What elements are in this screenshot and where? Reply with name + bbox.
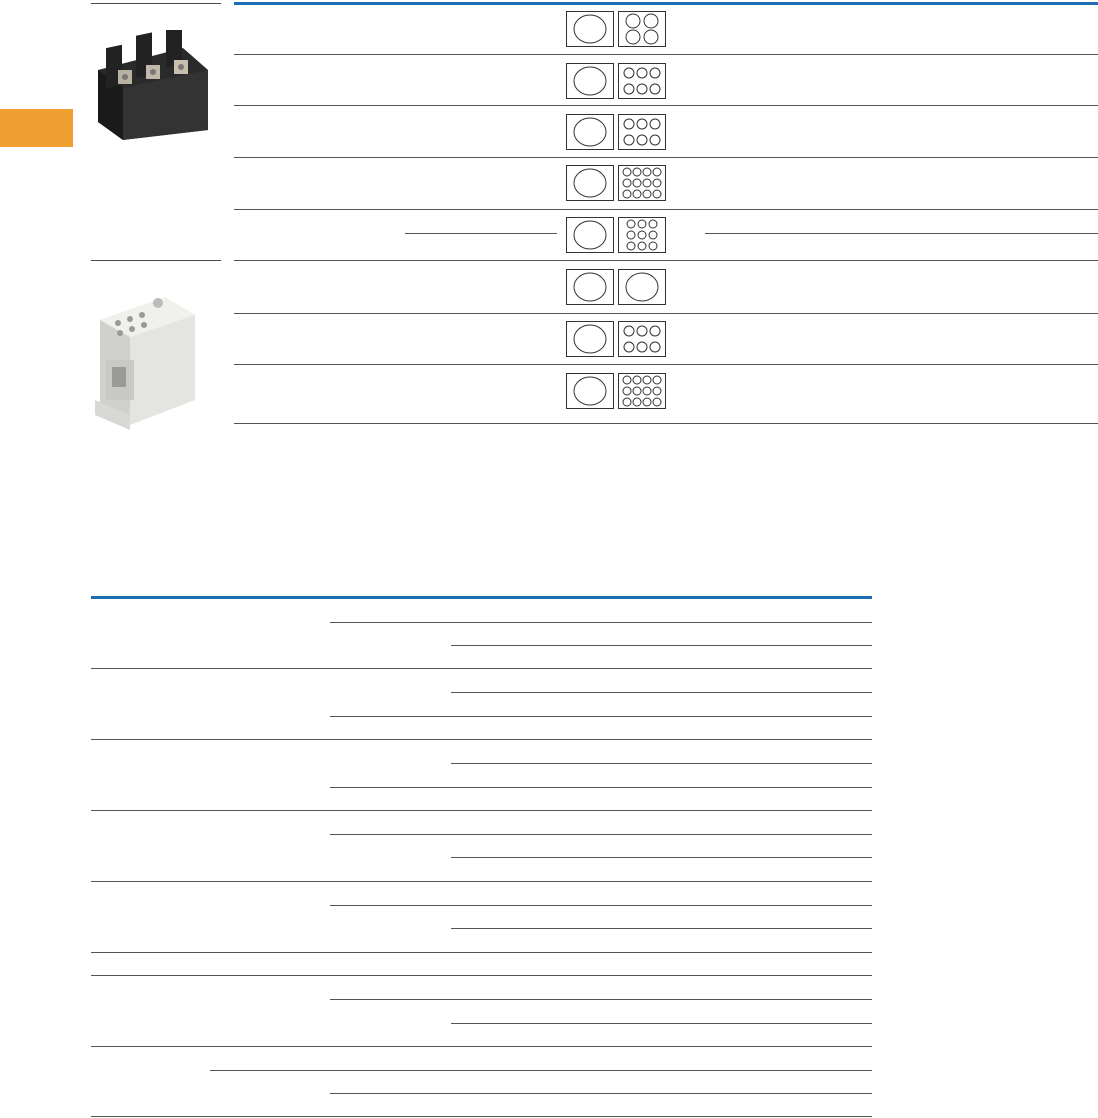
gray-distribution-block-image bbox=[90, 285, 205, 430]
tap-connector-3x2-icon bbox=[618, 321, 666, 357]
table-subrow-line bbox=[330, 834, 872, 835]
table-subrow-line bbox=[330, 716, 872, 717]
main-connector-icon bbox=[566, 217, 614, 253]
table-top-rule bbox=[234, 2, 1098, 5]
tap-connector-single-icon bbox=[618, 269, 666, 305]
main-connector-icon bbox=[566, 114, 614, 150]
table-subrow-line bbox=[330, 905, 872, 906]
tap-connector-3x3-icon bbox=[618, 217, 666, 253]
table-row bbox=[234, 260, 1098, 261]
table-subrow-line bbox=[451, 645, 872, 646]
section-tab bbox=[0, 109, 73, 147]
table-row bbox=[91, 668, 872, 669]
table-subrow-line bbox=[451, 1023, 872, 1024]
table-subrow-line bbox=[705, 233, 1098, 234]
main-connector-icon bbox=[566, 165, 614, 201]
image-column-divider bbox=[91, 260, 221, 261]
table-subrow-line bbox=[330, 1093, 872, 1094]
tap-connector-3x2-icon bbox=[618, 63, 666, 99]
table-subrow-line bbox=[330, 999, 872, 1000]
tap-connector-4x3-icon bbox=[618, 165, 666, 201]
table-row bbox=[91, 739, 872, 740]
table-subrow-line bbox=[451, 857, 872, 858]
table-row bbox=[234, 209, 1098, 210]
table-subrow-line bbox=[210, 1070, 872, 1071]
table-subrow-line bbox=[451, 763, 872, 764]
table-subrow-line bbox=[451, 928, 872, 929]
main-connector-icon bbox=[566, 63, 614, 99]
table-row bbox=[91, 952, 872, 953]
lower-table-top-rule bbox=[91, 596, 872, 599]
table-row bbox=[234, 54, 1098, 55]
table-row bbox=[91, 810, 872, 811]
table-row bbox=[234, 313, 1098, 314]
tap-connector-3x2-icon bbox=[618, 114, 666, 150]
main-connector-icon bbox=[566, 321, 614, 357]
table-row bbox=[234, 105, 1098, 106]
table-subrow-line bbox=[330, 787, 872, 788]
table-subrow-line bbox=[330, 622, 872, 623]
main-connector-icon bbox=[566, 269, 614, 305]
table-bottom-rule bbox=[91, 1116, 872, 1117]
table-row bbox=[91, 975, 872, 976]
image-column-top-rule bbox=[91, 3, 221, 4]
table-row bbox=[91, 881, 872, 882]
table-bottom-rule bbox=[234, 423, 1098, 424]
tap-connector-2x2-icon bbox=[618, 11, 666, 47]
black-distribution-block-image bbox=[88, 30, 213, 142]
table-subrow-line bbox=[405, 233, 557, 234]
tap-connector-4x3-icon bbox=[618, 373, 666, 409]
table-subrow-line bbox=[451, 692, 872, 693]
table-row bbox=[234, 364, 1098, 365]
main-connector-icon bbox=[566, 373, 614, 409]
table-row bbox=[91, 1046, 872, 1047]
table-row bbox=[234, 157, 1098, 158]
main-connector-icon bbox=[566, 11, 614, 47]
